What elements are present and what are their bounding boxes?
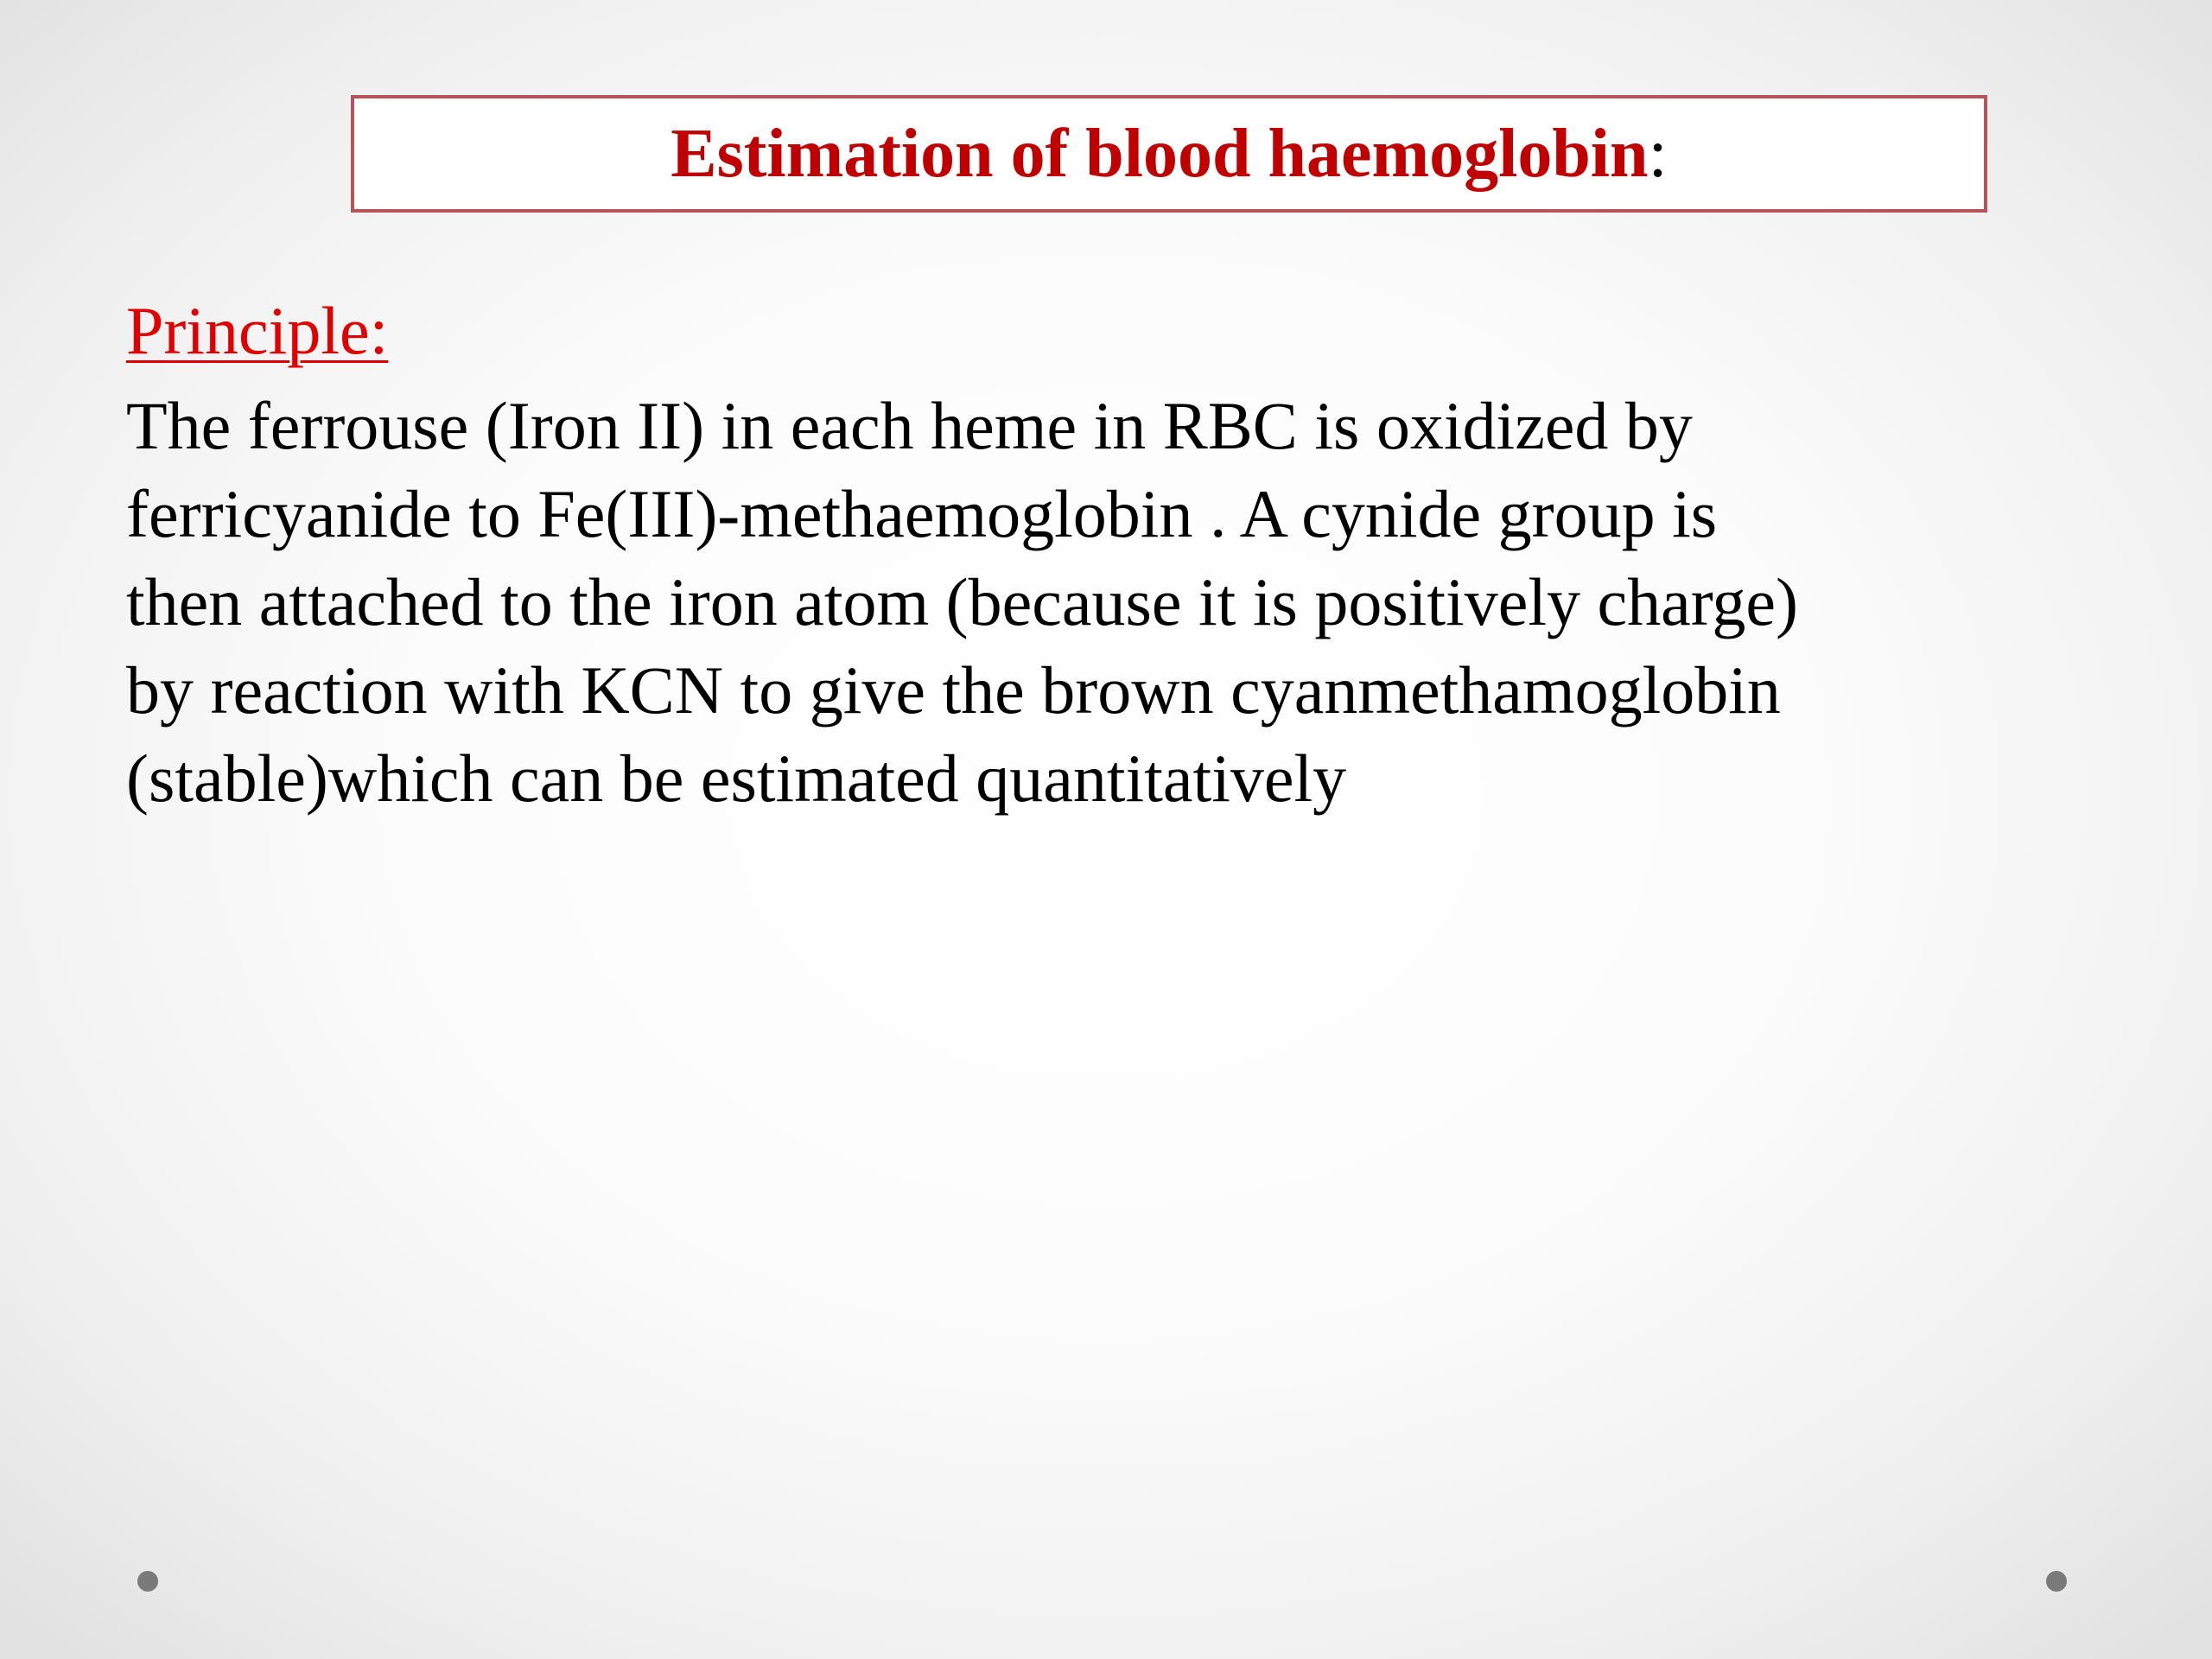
slide-title	[671, 115, 1668, 194]
body-line: then attached to the iron atom (because it is positively charge)	[126, 564, 1798, 639]
body-line: ferricyanide to Fe(III)-methaemoglobin . A cynide group is	[126, 476, 1718, 551]
body-line: The ferrouse (Iron II) in each heme in RBC is oxidized by	[126, 388, 1693, 463]
slide-title-box	[351, 95, 1987, 213]
corner-dot-left	[137, 1571, 158, 1592]
corner-dot-right	[2046, 1571, 2067, 1592]
body-line: (stable)which can be estimated quantitatively	[126, 741, 1347, 816]
slide-title-colon: :	[1648, 115, 1668, 192]
principle-heading: Principle:	[126, 293, 389, 368]
slide-title-text: Estimation of blood haemoglobin	[671, 115, 1649, 192]
principle-body	[126, 382, 2148, 823]
body-line: by reaction with KCN to give the brown cyanmethamoglobin	[126, 652, 1781, 728]
